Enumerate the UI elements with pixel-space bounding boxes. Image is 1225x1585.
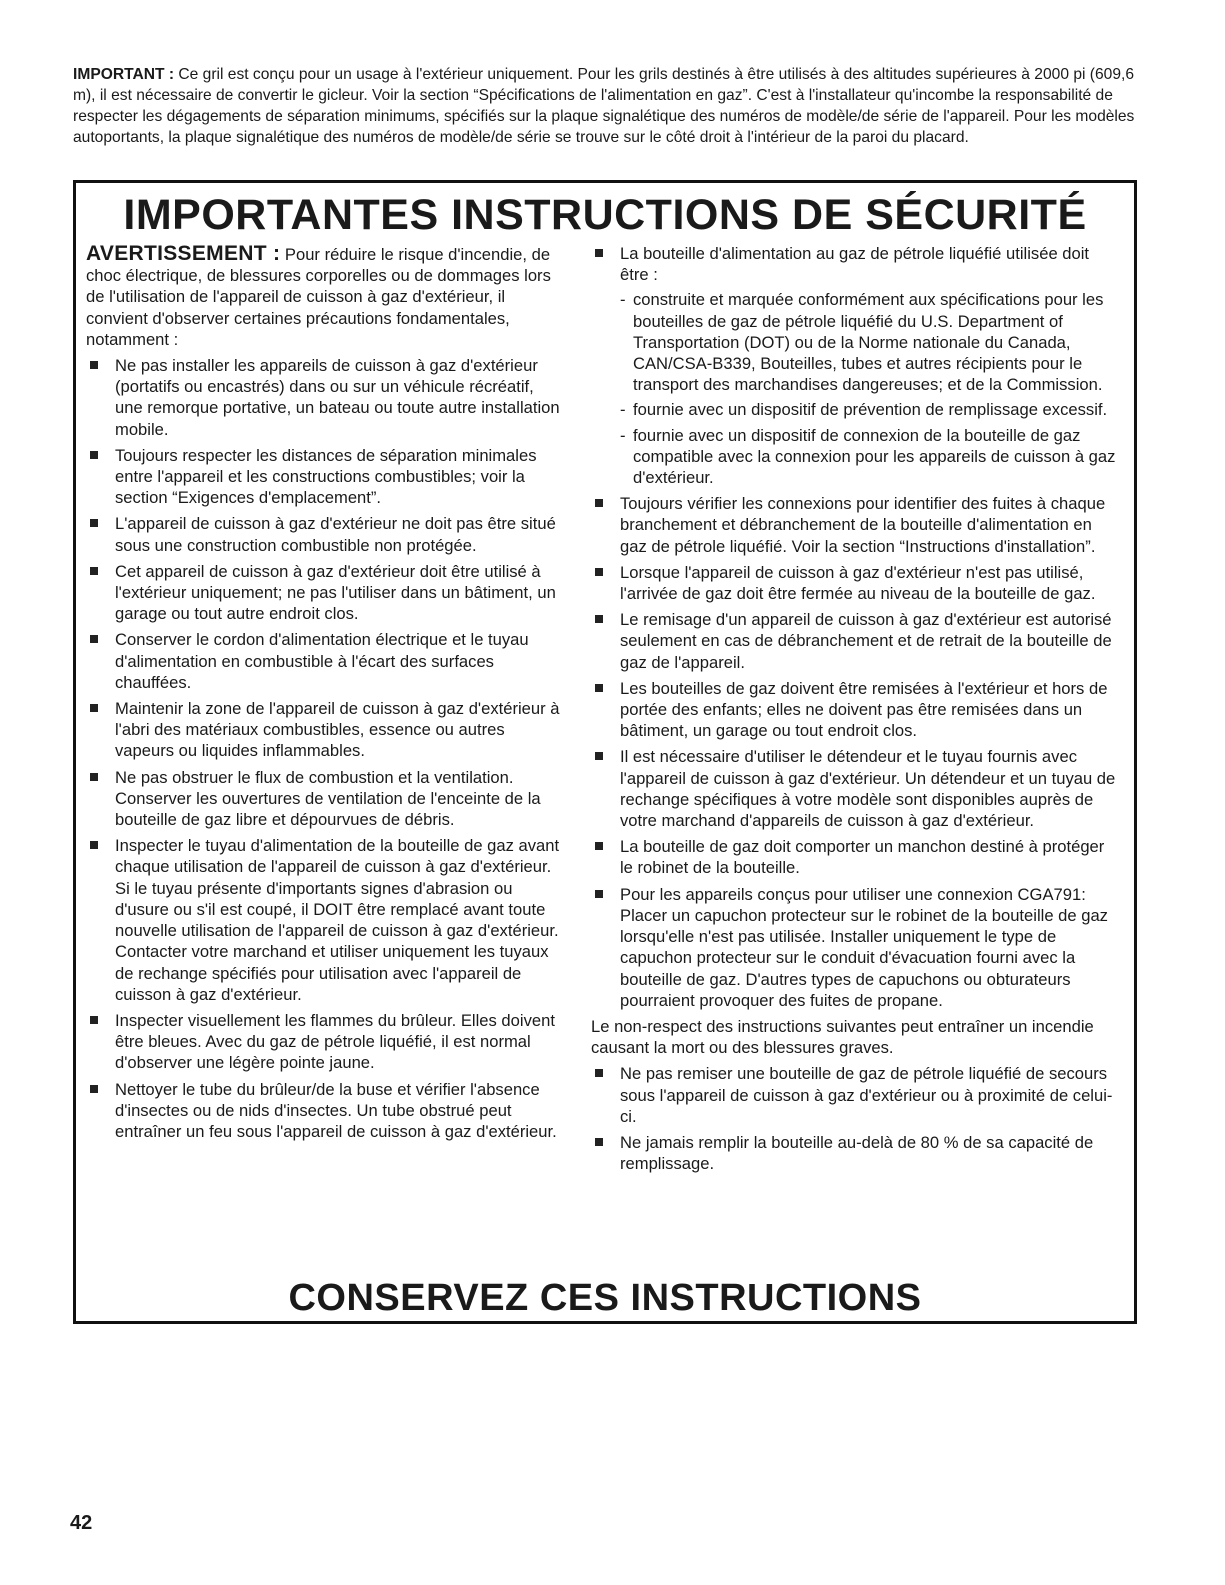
list-item: Maintenir la zone de l'appareil de cuisson à gaz d'extérieur à l'abri des matériaux combustibles, essence ou autres vapeurs ou liquides inflammables. xyxy=(86,698,564,762)
intro-label: IMPORTANT : xyxy=(73,66,175,83)
list-item: Ne pas installer les appareils de cuisson à gaz d'extérieur (portatifs ou encastrés) dans ou sur un véhicule récréatif, une remorque portative, un bateau ou toute autre installation mobile. xyxy=(86,355,564,440)
list-item: Pour les appareils conçus pour utiliser une connexion CGA791: Placer un capuchon protecteur sur le robinet de la bouteille de gaz lorsqu'elle n'est pas utilisée. Installer uniquement le type de capuchon protecteur sur le conduit d'évacuation fourni avec la bouteille de gaz. D'autres types de capuchons ou obturateurs pourraient provoquer des fuites de propane. xyxy=(591,884,1121,1011)
list-item: Toujours vérifier les connexions pour identifier des fuites à chaque branchement et débranchement de la bouteille d'alimentation en gaz de pétrole liquéfié. Voir la section “Instructions d'installation”. xyxy=(591,493,1121,557)
warning-text: Pour réduire le risque d'incendie, de choc électrique, de blessures corporelles ou de dommages lors de l'utilisation de l'appareil de cuisson à gaz d'extérieur, il convient d'observer certaines précautions fondamentales, notamment : xyxy=(86,245,551,349)
list-item: Nettoyer le tube du brûleur/de la buse et vérifier l'absence d'insectes ou de nids d'insectes. Un tube obstrué peut entraîner un feu sous l'appareil de cuisson à gaz d'extérieur. xyxy=(86,1079,564,1143)
final-bullet-list xyxy=(591,1063,1121,1174)
list-item: Conserver le cordon d'alimentation électrique et le tuyau d'alimentation en combustible à l'écart des surfaces chauffées. xyxy=(86,629,564,693)
sub-list xyxy=(620,289,1121,488)
list-item: Lorsque l'appareil de cuisson à gaz d'extérieur n'est pas utilisé, l'arrivée de gaz doit être fermée au niveau de la bouteille de gaz. xyxy=(591,562,1121,604)
list-item: Ne pas remiser une bouteille de gaz de pétrole liquéfié de secours sous l'appareil de cuisson à gaz d'extérieur ou à proximité de celui-ci. xyxy=(591,1063,1121,1127)
list-item: Cet appareil de cuisson à gaz d'extérieur doit être utilisé à l'extérieur uniquement; ne pas l'utiliser dans un bâtiment, un garage ou tout autre endroit clos. xyxy=(86,561,564,625)
list-item: Les bouteilles de gaz doivent être remisées à l'extérieur et hors de portée des enfants; elles ne doivent pas être remisées dans un bâtiment, un garage ou tout endroit clos. xyxy=(591,678,1121,742)
list-item: Inspecter visuellement les flammes du brûleur. Elles doivent être bleues. Avec du gaz de pétrole liquéfié, il est normal d'observer une légère pointe jaune. xyxy=(86,1010,564,1074)
warning-label: AVERTISSEMENT : xyxy=(86,242,281,265)
intro-text: Ce gril est conçu pour un usage à l'extérieur uniquement. Pour les grils destinés à être utilisés à des altitudes supérieures à 2000 pi (609,6 m), il est nécessaire de convertir le gicleur. Voir la section “Spécifications de l'alimentation en gaz”. C'est à l'installateur qu'incombe la responsabilité de respecter les dégagements de séparation minimums, spécifiés sur la plaque signalétique des numéros de modèle/de série de l'appareil. Pour les modèles autoportants, la plaque signalétique des numéros de modèle/de série se trouve sur le côté droit à l'intérieur de la paroi du placard. xyxy=(73,66,1135,146)
list-item xyxy=(591,243,1121,488)
sub-list-item: - fournie avec un dispositif de prévention de remplissage excessif. xyxy=(620,399,1121,420)
right-bullet-list xyxy=(591,243,1121,1011)
list-item: Toujours respecter les distances de séparation minimales entre l'appareil et les constructions combustibles; voir la section “Exigences d'emplacement”. xyxy=(86,445,564,509)
safety-instructions-box xyxy=(73,180,1137,1324)
list-item: Inspecter le tuyau d'alimentation de la bouteille de gaz avant chaque utilisation de l'appareil de cuisson à gaz d'extérieur. Si le tuyau présente d'importants signes d'abrasion ou d'usure ou s'il est coupé, il DOIT être remplacé avant toute nouvelle utilisation de l'appareil de cuisson à gaz d'extérieur. Contacter votre marchand et utiliser uniquement les tuyaux de rechange spécifiés pour utilisation avec l'appareil de cuisson à gaz d'extérieur. xyxy=(86,835,564,1005)
list-item: Ne pas obstruer le flux de combustion et la ventilation. Conserver les ouvertures de ventilation de l'enceinte de la bouteille de gaz libre et dépourvues de débris. xyxy=(86,767,564,831)
warning-paragraph xyxy=(86,243,564,350)
danger-paragraph: Le non-respect des instructions suivantes peut entraîner un incendie causant la mort ou des blessures graves. xyxy=(591,1016,1094,1058)
list-item: L'appareil de cuisson à gaz d'extérieur ne doit pas être situé sous une construction combustible non protégée. xyxy=(86,513,564,555)
list-item: Le remisage d'un appareil de cuisson à gaz d'extérieur est autorisé seulement en cas de débranchement et de retrait de la bouteille de gaz de l'appareil. xyxy=(591,609,1121,673)
list-item: La bouteille de gaz doit comporter un manchon destiné à protéger le robinet de la bouteille. xyxy=(591,836,1121,878)
page-number: 42 xyxy=(70,1512,93,1534)
sub-list-item: - construite et marquée conformément aux spécifications pour les bouteilles de gaz de pétrole liquéfié du U.S. Department of Transportation (DOT) ou de la Norme nationale du Canada, CAN/CSA-B339, Bouteilles, tubes et autres récipients pour le transport des marchandises dangereuses; et de la Commission. xyxy=(620,289,1121,395)
list-item: Ne jamais remplir la bouteille au-delà de 80 % de sa capacité de remplissage. xyxy=(591,1132,1121,1174)
intro-paragraph xyxy=(73,64,1143,148)
box-title: IMPORTANTES INSTRUCTIONS DE SÉCURITÉ xyxy=(123,191,1087,239)
list-item-text: La bouteille d'alimentation au gaz de pétrole liquéfié utilisée doit être : xyxy=(620,244,1090,285)
box-footer: CONSERVEZ CES INSTRUCTIONS xyxy=(288,1277,922,1319)
sub-list-item: - fournie avec un dispositif de connexion de la bouteille de gaz compatible avec la connexion pour les appareils de cuisson à gaz d'extérieur. xyxy=(620,425,1121,489)
left-column xyxy=(86,243,564,1142)
left-bullet-list xyxy=(86,355,564,1142)
right-column xyxy=(591,243,1121,1174)
list-item: Il est nécessaire d'utiliser le détendeur et le tuyau fournis avec l'appareil de cuisson à gaz d'extérieur. Un détendeur et un tuyau de rechange spécifiques à votre modèle sont disponibles auprès de votre marchand d'appareils de cuisson à gaz d'extérieur. xyxy=(591,746,1121,831)
